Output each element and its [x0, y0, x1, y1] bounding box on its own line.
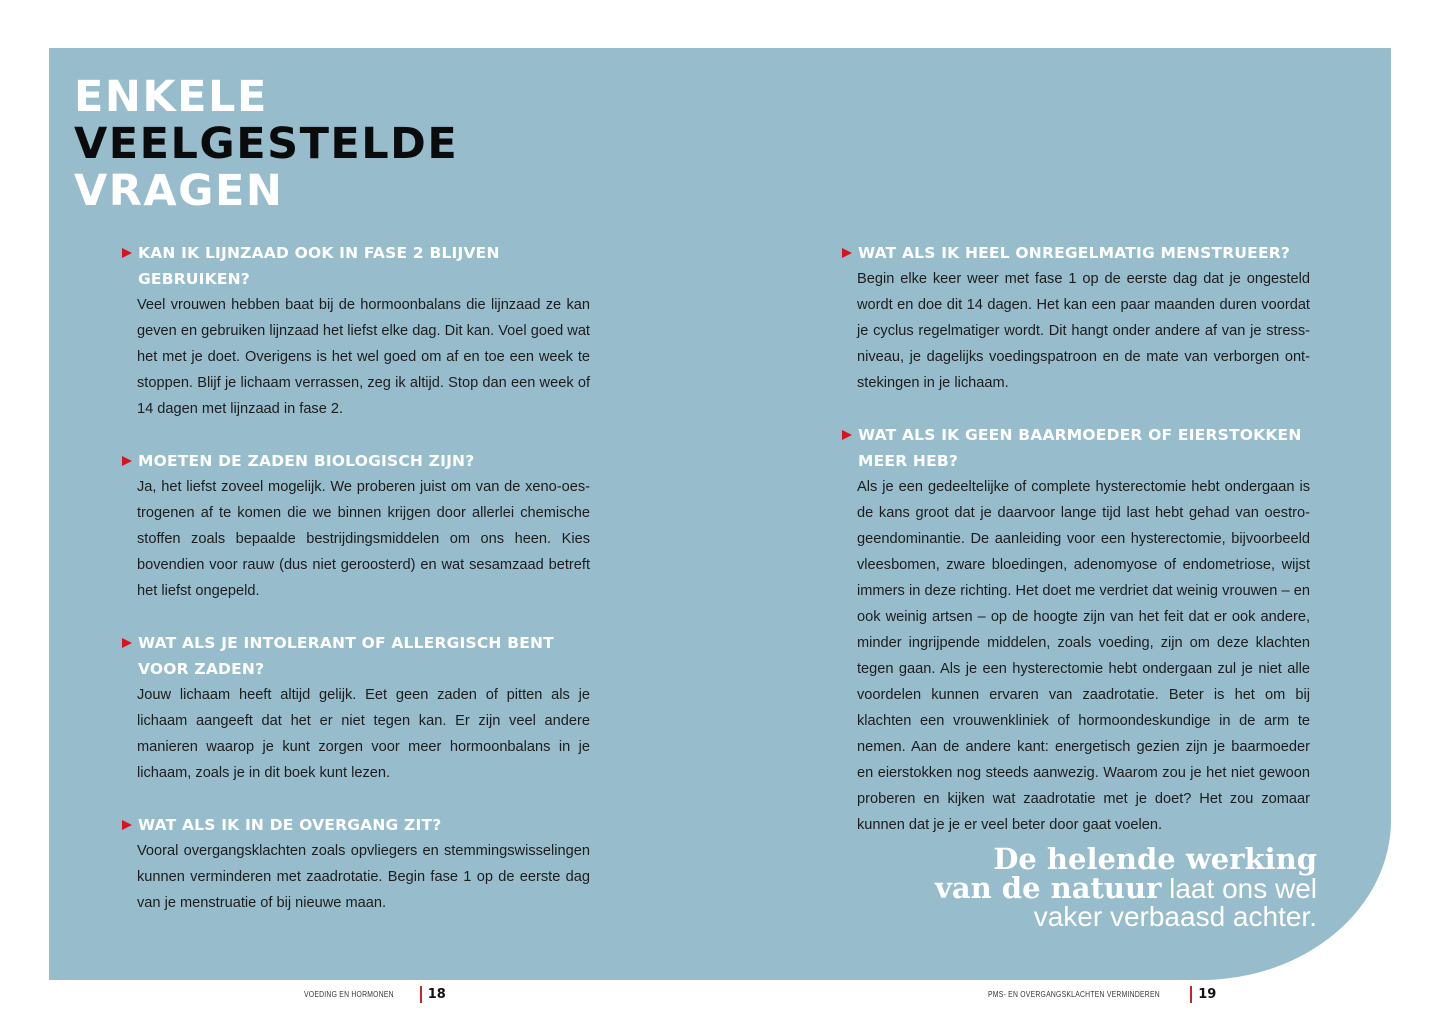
running-section-title: VOEDING EN HORMONEN	[304, 989, 394, 999]
faq-question-text: WAT ALS JE INTOLERANT OF ALLERGISCH BENT VOOR ZADEN?	[138, 634, 554, 678]
footer-right	[988, 985, 1216, 1003]
red-triangle-icon	[122, 820, 132, 830]
faq-question	[840, 240, 1310, 266]
footer-divider	[1190, 986, 1192, 1003]
title-line-1: ENKELE	[74, 72, 268, 122]
faq-answer: Begin elke keer weer met fase 1 op de eerste dag dat je ongesteld wordt en doe dit 14 dagen. Het kan een paar maanden duren voordat je cyclus regelmatiger wordt. Dit hangt onder andere af van je stressniveau, je dagelijks voedingspatroon en de mate van verborgen ontstekingen in je lichaam.	[857, 271, 1310, 391]
page-number: 19	[1198, 986, 1217, 1002]
red-triangle-icon	[122, 456, 132, 466]
faq-question	[120, 448, 590, 474]
title-line-3: VRAGEN	[74, 166, 284, 216]
left-column	[120, 240, 590, 942]
faq-question-text: KAN IK LIJNZAAD OOK IN FASE 2 BLIJVEN GEBRUIKEN?	[138, 244, 500, 288]
faq-answer: Ja, het liefst zoveel mogelijk. We proberen juist om van de xeno-oestrogenen af te komen die we binnen krijgen door allerlei chemische stoffen zoals bepaalde bestrijdingsmiddelen om ons heen. Kies bovendien voor rauw (dus niet geroosterd) en wat sesamzaad betreft het liefst ongepeld.	[137, 479, 590, 599]
faq-question-text: WAT ALS IK HEEL ONREGELMATIG MENSTRUEER?	[858, 244, 1291, 262]
red-triangle-icon	[122, 638, 132, 648]
pull-quote	[934, 842, 1317, 932]
faq-question-text: WAT ALS IK GEEN BAARMOEDER OF EIERSTOKKEN MEER HEB?	[858, 426, 1302, 470]
right-column	[840, 240, 1310, 864]
faq-question	[120, 240, 590, 292]
red-triangle-icon	[842, 248, 852, 258]
pull-quote-bold-1: De helende werking	[993, 842, 1317, 876]
faq-answer: Vooral overgangsklachten zoals opvliegers en stemmingswisselingen kunnen verminderen met zaadrotatie. Begin fase 1 op de eerste dag van je menstruatie of bij nieuwe maan.	[137, 843, 590, 911]
faq-question-text: WAT ALS IK IN DE OVERGANG ZIT?	[138, 816, 442, 834]
footer-divider	[420, 986, 422, 1003]
faq-item	[120, 812, 590, 916]
faq-question	[120, 812, 590, 838]
page-title	[74, 74, 458, 215]
faq-item	[120, 240, 590, 422]
running-section-title: PMS- EN OVERGANGSKLACHTEN VERMINDEREN	[988, 989, 1160, 999]
faq-answer: Jouw lichaam heeft altijd gelijk. Eet geen zaden of pitten als je lichaam aangeeft dat het er niet tegen kan. Er zijn veel andere manieren waarop je kunt zorgen voor meer hormoonbalans in je lichaam, zoals je in dit boek kunt lezen.	[137, 687, 590, 781]
pull-quote-light-3: vaker verbaasd achter.	[1033, 901, 1317, 932]
pull-quote-light-2: laat ons wel	[1161, 873, 1317, 904]
faq-item	[120, 630, 590, 786]
red-triangle-icon	[842, 430, 852, 440]
footer-left	[304, 985, 446, 1003]
faq-item	[120, 448, 590, 604]
page-number: 18	[427, 986, 446, 1002]
faq-item	[840, 422, 1310, 838]
faq-question-text: MOETEN DE ZADEN BIOLOGISCH ZIJN?	[138, 452, 475, 470]
faq-answer: Veel vrouwen hebben baat bij de hormoonbalans die lijnzaad ze kan geven en gebruiken lijnzaad het liefst elke dag. Dit kan. Voel goed wat het met je doet. Overigens is het wel goed om af en toe een week te stoppen. Blijf je lichaam verrassen, zeg ik altijd. Stop dan een week of 14 dagen met lijnzaad in fase 2.	[137, 297, 590, 417]
pull-quote-bold-2: van de natuur	[934, 871, 1162, 905]
faq-answer: Als je een gedeeltelijke of complete hysterectomie hebt ondergaan is de kans groot dat je daarvoor lange tijd last hebt gehad van oestrogeendominantie. De aanleiding voor een hysterectomie, bijvoorbeeld vleesbomen, zware bloedingen, adenomyose of endometriose, wijst immers in deze richting. Het doet me verdriet dat weinig vrouwen – en ook weinig artsen – op de hoogte zijn van het feit dat er ook andere, minder ingrijpende middelen, zoals voeding, zijn om deze klachten tegen gaan. Als je een hysterectomie hebt ondergaan zul je niet alle voordelen kunnen ervaren van zaadrotatie. Beter is het om bij klachten een vrouwenkliniek of hormoondeskundige in de arm te nemen. Aan de andere kant: energetisch gezien zijn je baarmoeder en eierstokken nog steeds aanwezig. Waarom zou je het niet gewoon proberen en kijken wat zaadrotatie met je doet? Het zou zomaar kunnen dat je je er veel beter door gaat voelen.	[857, 479, 1310, 833]
faq-question	[840, 422, 1310, 474]
red-triangle-icon	[122, 248, 132, 258]
faq-item	[840, 240, 1310, 396]
faq-question	[120, 630, 590, 682]
title-line-2: VEELGESTELDE	[74, 119, 459, 169]
